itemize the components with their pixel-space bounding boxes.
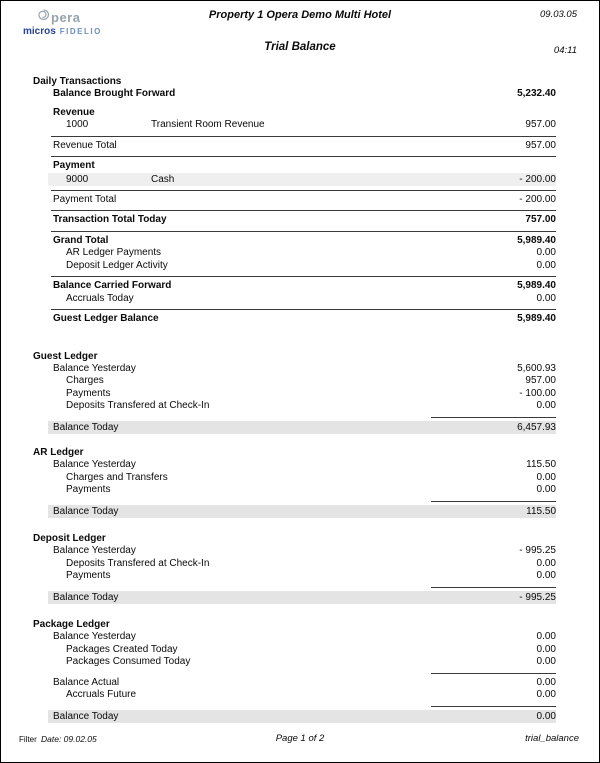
row-label: Payment Total <box>53 193 117 205</box>
micros-fidelio-logo <box>23 26 102 37</box>
transaction-row <box>33 119 556 132</box>
section-title: Guest Ledger <box>33 350 98 362</box>
row-amount: - 200.00 <box>519 193 556 205</box>
report-row <box>33 689 556 702</box>
footer-date: Date: 09.02.05 <box>41 734 97 744</box>
report-row <box>33 570 556 583</box>
divider-rule <box>431 673 556 674</box>
report-date: 09.03.05 <box>540 9 577 20</box>
divider-rule <box>431 501 556 502</box>
row-label: Balance Today <box>53 421 119 433</box>
report-row <box>33 545 556 558</box>
report-row <box>48 421 556 435</box>
micros-logo-text: micros <box>23 26 56 37</box>
section-title: Package Ledger <box>33 619 110 630</box>
row-amount: 0.00 <box>536 484 556 495</box>
section-title: Daily Transactions <box>33 76 122 87</box>
divider-rule <box>431 587 556 588</box>
report-row <box>33 160 556 173</box>
row-amount: 0.00 <box>536 710 556 722</box>
transaction-code: 1000 <box>66 119 89 130</box>
row-amount: 0.00 <box>536 247 556 258</box>
row-label: Payments <box>66 387 111 399</box>
report-row <box>33 677 556 690</box>
report-row <box>33 631 556 644</box>
report-row <box>33 214 556 227</box>
row-label: Balance Yesterday <box>53 545 136 556</box>
row-label: Accruals Future <box>66 689 137 700</box>
row-amount: 0.00 <box>536 292 556 304</box>
row-amount: 0.00 <box>536 557 556 569</box>
row-amount: - 995.25 <box>519 545 556 556</box>
report-row <box>33 260 556 273</box>
row-label: Payments <box>66 484 111 495</box>
divider-rule <box>51 210 556 211</box>
transaction-description: Transient Room Revenue <box>151 119 265 130</box>
row-label: Balance Carried Forward <box>53 280 172 291</box>
report-title: Trial Balance <box>264 41 336 53</box>
row-amount: 0.00 <box>536 656 556 667</box>
report-row <box>33 140 556 153</box>
report-row <box>33 194 556 207</box>
row-label: Accruals Today <box>66 292 134 304</box>
report-row <box>33 235 556 248</box>
report-row <box>33 459 556 472</box>
report-row <box>33 375 556 388</box>
report-titlebar <box>1 41 599 57</box>
property-title: Property 1 Opera Demo Multi Hotel <box>208 9 392 21</box>
row-label: Balance Today <box>53 591 119 603</box>
section-title: Deposit Ledger <box>33 533 106 544</box>
row-label: Packages Consumed Today <box>66 656 191 667</box>
transaction-code: 9000 <box>66 173 89 185</box>
row-amount: 0.00 <box>536 676 556 688</box>
row-label: Balance Yesterday <box>53 459 136 470</box>
divider-rule <box>51 276 556 277</box>
row-amount: 0.00 <box>536 259 556 271</box>
divider-rule <box>431 417 556 418</box>
row-label: Balance Yesterday <box>53 631 136 642</box>
row-label: Balance Today <box>53 710 119 722</box>
report-row <box>33 644 556 657</box>
row-label: Balance Today <box>53 505 119 517</box>
divider-rule <box>51 190 556 191</box>
filter-label: Filter <box>19 735 37 744</box>
report-body <box>33 75 556 723</box>
report-row <box>33 363 556 376</box>
row-amount: - 100.00 <box>519 387 556 399</box>
row-amount: 0.00 <box>536 643 556 655</box>
row-label: Transaction Total Today <box>53 214 167 225</box>
section-guest-ledger <box>33 350 556 435</box>
row-label: Payment <box>53 160 95 171</box>
report-header <box>1 1 599 39</box>
report-row <box>33 247 556 260</box>
section-title: AR Ledger <box>33 447 84 458</box>
section-daily-transactions <box>33 75 556 326</box>
report-row <box>33 388 556 401</box>
report-row <box>33 400 556 413</box>
report-row <box>33 313 556 326</box>
row-amount: 0.00 <box>536 631 556 642</box>
report-time: 04:11 <box>553 45 577 56</box>
row-label: Deposits Transfered at Check-In <box>66 400 210 411</box>
divider-rule <box>51 156 556 157</box>
section-ar-ledger <box>33 446 556 518</box>
row-amount: 5,600.93 <box>517 362 556 374</box>
row-label: Deposits Transfered at Check-In <box>66 557 210 569</box>
transaction-amount: - 200.00 <box>519 173 556 185</box>
report-row <box>48 710 556 724</box>
transaction-description: Cash <box>151 173 175 185</box>
row-label: Charges <box>66 375 104 386</box>
row-label: Guest Ledger Balance <box>53 313 159 324</box>
report-row <box>33 107 556 120</box>
row-amount: 0.00 <box>536 570 556 581</box>
row-amount: 957.00 <box>525 375 556 386</box>
row-amount: 6,457.93 <box>517 421 556 433</box>
row-amount: 115.50 <box>526 505 556 517</box>
divider-rule <box>431 706 556 707</box>
row-amount: 0.00 <box>536 471 556 483</box>
row-amount: 5,989.40 <box>517 234 556 246</box>
report-file-name: trial_balance <box>525 733 579 744</box>
divider-rule <box>51 231 556 232</box>
row-amount: 757.00 <box>525 214 556 225</box>
row-label: Balance Actual <box>53 676 120 688</box>
transaction-amount: 957.00 <box>525 119 556 130</box>
row-amount: 115.50 <box>526 459 556 470</box>
section-package-ledger <box>33 618 556 723</box>
row-label: Grand Total <box>53 234 109 246</box>
section-deposit-ledger <box>33 532 556 604</box>
page-number: Page 1 of 2 <box>275 733 325 744</box>
row-amount: 0.00 <box>536 400 556 411</box>
transaction-row <box>48 173 556 186</box>
row-label: Balance Yesterday <box>53 362 136 374</box>
opera-logo-text: pera <box>51 9 81 25</box>
row-label: Revenue <box>53 106 95 118</box>
report-row <box>48 591 556 605</box>
row-amount: - 995.25 <box>519 591 556 603</box>
row-label: Charges and Transfers <box>66 471 168 483</box>
fidelio-logo-text: FIDELIO <box>59 27 102 36</box>
row-label: Balance Brought Forward <box>53 88 176 99</box>
row-label: AR Ledger Payments <box>66 247 162 258</box>
row-label: Payments <box>66 570 111 581</box>
row-amount: 5,989.40 <box>517 280 556 291</box>
row-label: Deposit Ledger Activity <box>66 259 168 271</box>
row-label: Revenue Total <box>53 139 117 151</box>
report-row <box>33 88 556 101</box>
row-amount: 0.00 <box>536 689 556 700</box>
report-row <box>48 505 556 519</box>
divider-rule <box>51 309 556 310</box>
row-label: Packages Created Today <box>66 643 178 655</box>
row-amount: 5,989.40 <box>517 313 556 324</box>
row-amount: 5,232.40 <box>517 88 556 99</box>
report-row <box>33 656 556 669</box>
row-amount: 957.00 <box>525 139 556 151</box>
report-row <box>33 293 556 306</box>
report-row <box>33 472 556 485</box>
divider-rule <box>51 136 556 137</box>
report-row <box>33 558 556 571</box>
report-row <box>33 280 556 293</box>
report-footer <box>1 733 599 746</box>
report-row <box>33 484 556 497</box>
